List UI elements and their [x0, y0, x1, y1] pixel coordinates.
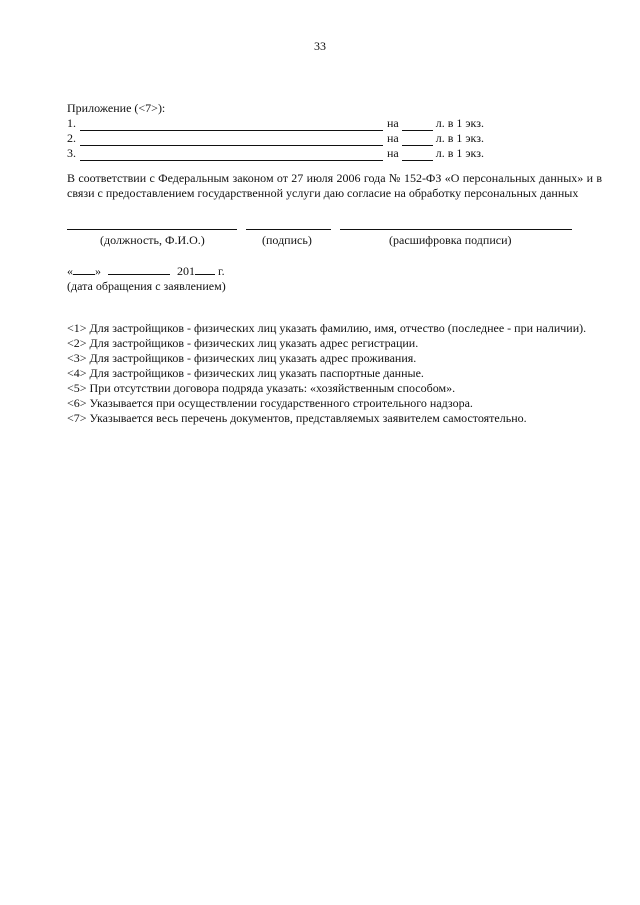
attachment-suffix: л. в 1 экз. [435, 146, 484, 160]
attachment-na: на [387, 116, 399, 130]
signature-decode-caption: (расшифровка подписи) [389, 233, 512, 247]
attachment-number: 2. [67, 131, 76, 145]
attachment-suffix: л. в 1 экз. [435, 131, 484, 145]
attachment-list [67, 116, 602, 161]
attachment-row [67, 131, 602, 146]
attachment-number: 1. [67, 116, 76, 130]
attachment-na: на [387, 146, 399, 160]
signature-decode-line[interactable] [340, 229, 572, 230]
attachment-suffix: л. в 1 экз. [435, 116, 484, 130]
footnote-item: <2> Для застройщиков - физических лиц указать адрес регистрации. [67, 336, 419, 350]
footnote-item: <4> Для застройщиков - физических лиц указать паспортные данные. [67, 366, 424, 380]
year-blank[interactable] [195, 263, 215, 275]
footnote-item: <1> Для застройщиков - физических лиц указать фамилию, имя, отчество (последнее - при наличии). [67, 321, 587, 335]
position-name-line[interactable] [67, 229, 237, 230]
attachment-number: 3. [67, 146, 76, 160]
sheet-count-blank[interactable] [402, 149, 433, 161]
year-prefix: 201 [177, 264, 195, 278]
footnote-item: <3> Для застройщиков - физических лиц указать адрес проживания. [67, 351, 417, 365]
footnote-item: <7> Указывается весь перечень документов, представляемых заявителем самостоятельно. [67, 411, 527, 425]
document-name-blank[interactable] [80, 119, 383, 131]
attachment-na: на [387, 131, 399, 145]
sheet-count-blank[interactable] [402, 119, 433, 131]
footnotes [67, 321, 602, 426]
year-suffix: г. [218, 264, 225, 278]
sheet-count-blank[interactable] [402, 134, 433, 146]
signature-captions [67, 233, 602, 248]
signature-caption: (подпись) [262, 233, 312, 247]
attachment-title: Приложение (<7>): [67, 101, 166, 115]
date-close-quote: » [95, 264, 101, 278]
date-block [67, 263, 602, 294]
date-open-quote: « [67, 264, 73, 278]
attachment-row [67, 146, 602, 161]
footnote-item: <5> При отсутствии договора подряда указать: «хозяйственным способом». [67, 381, 456, 395]
signature-lines [67, 229, 602, 230]
date-caption: (дата обращения с заявлением) [67, 279, 226, 293]
position-caption: (должность, Ф.И.О.) [100, 233, 205, 247]
month-blank[interactable] [108, 263, 170, 275]
document-name-blank[interactable] [80, 134, 383, 146]
attachment-row [67, 116, 602, 131]
footnote-item: <6> Указывается при осуществлении государственного строительного надзора. [67, 396, 473, 410]
day-blank[interactable] [73, 263, 95, 275]
signature-line[interactable] [246, 229, 331, 230]
page-number: 33 [314, 39, 326, 53]
date-row [67, 263, 602, 279]
document-name-blank[interactable] [80, 149, 383, 161]
consent-paragraph: В соответствии с Федеральным законом от 27 июля 2006 года № 152-ФЗ «О персональных данных» и в связи с предоставлением государственной услуги даю согласие на обработку персональных данных [67, 171, 602, 200]
